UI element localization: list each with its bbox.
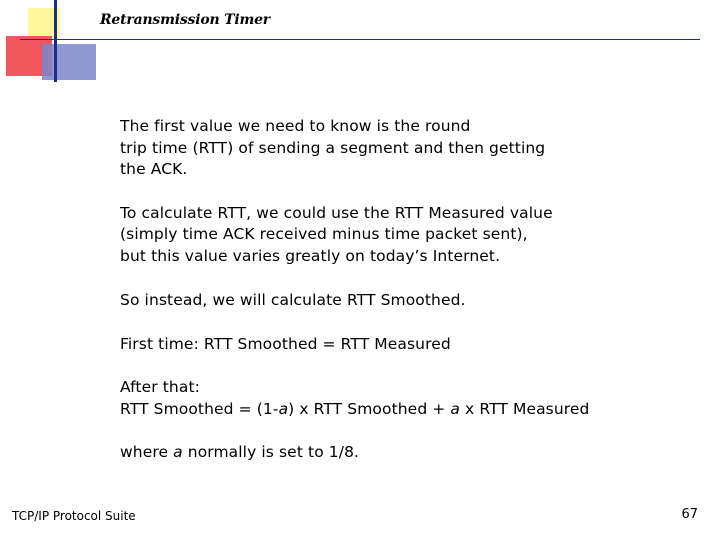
decor-horizontal-line: [20, 39, 700, 40]
paragraph-first-time: First time: RTT Smoothed = RTT Measured: [120, 334, 451, 353]
smoothing-formula: [120, 399, 700, 421]
paragraph-rtt-smoothed: So instead, we will calculate RTT Smoothed.: [120, 291, 466, 309]
formula-part-2: ) x RTT Smoothed +: [288, 399, 451, 418]
after-that-label: After that:: [120, 378, 200, 396]
formula-part-1: RTT Smoothed = (1-: [120, 399, 279, 418]
alpha-part-1: where: [120, 443, 174, 461]
decor-vertical-line: [54, 0, 57, 82]
alpha-part-2: normally is set to 1/8.: [182, 443, 360, 461]
slide-content: [120, 116, 700, 464]
paragraph-rtt-intro: The first value we need to know is the round trip time (RTT) of sending a segment and then getting the ACK.: [120, 117, 546, 178]
paragraph-after-that: [120, 377, 700, 420]
slide-title: Retransmission Timer: [100, 12, 270, 28]
alpha-symbol: a: [173, 443, 183, 461]
formula-alpha-2: a: [450, 399, 461, 418]
decor-blue-square: [42, 44, 96, 80]
footer-course-title: TCP/IP Protocol Suite: [12, 509, 136, 523]
formula-part-3: x RTT Measured: [460, 399, 590, 418]
paragraph-alpha-value: [120, 442, 700, 464]
formula-alpha-1: a: [278, 399, 289, 418]
footer-page-number: 67: [681, 507, 698, 522]
paragraph-rtt-measured: To calculate RTT, we could use the RTT Measured value (simply time ACK received minus time packet sent), but this value varies greatly on today’s Internet.: [120, 203, 553, 265]
